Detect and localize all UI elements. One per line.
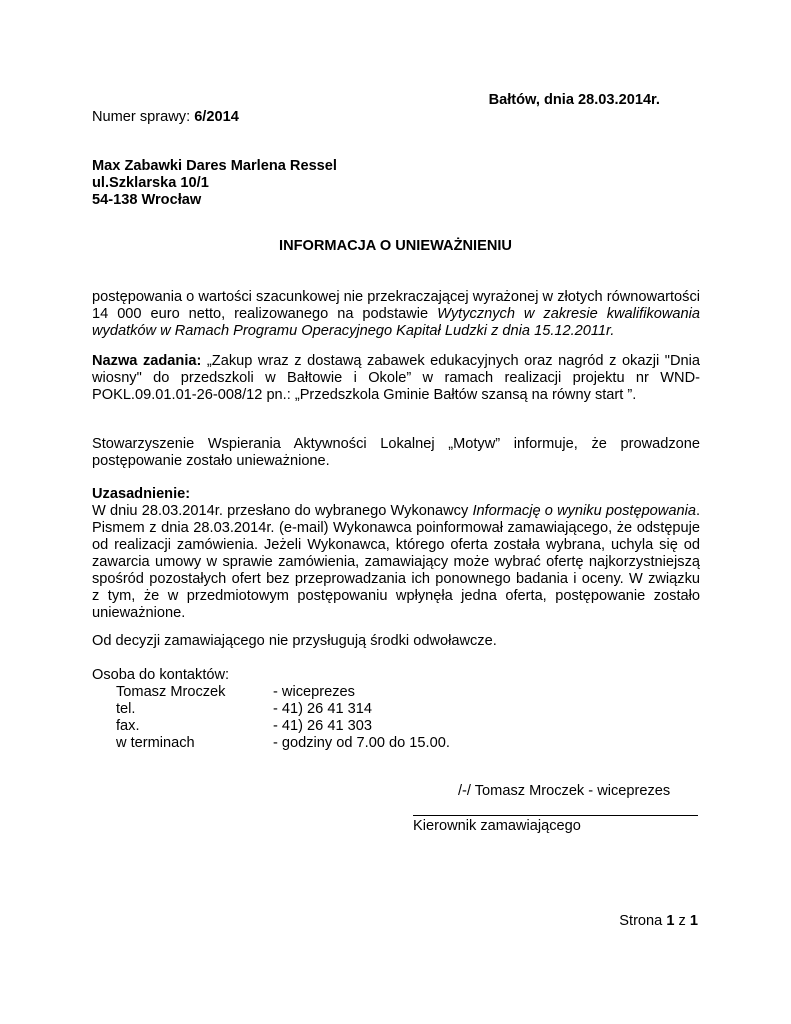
recipient-city: 54-138 Wrocław xyxy=(92,192,202,208)
appeal-notice: Od decyzji zamawiającego nie przysługują środki odwoławcze. xyxy=(92,633,497,649)
task-paragraph xyxy=(92,353,700,404)
justification-line: z tym, że w przedmiotowym postępowaniu wpłynęła jedna oferta, postępowanie zostało xyxy=(92,588,700,604)
statement-paragraph xyxy=(92,436,700,470)
case-number-value: 6/2014 xyxy=(194,109,239,125)
page-separator: z xyxy=(674,913,690,929)
recipient-address xyxy=(92,158,337,209)
task-label: Nazwa zadania: xyxy=(92,353,207,369)
recipient-name: Max Zabawki Dares Marlena Ressel xyxy=(92,158,337,174)
contact-label: w terminach xyxy=(116,735,195,751)
contact-fax: - 41) 26 41 303 xyxy=(273,718,372,734)
signature-role: Kierownik zamawiającego xyxy=(413,818,581,834)
intro-line-text: 14 000 euro netto, realizowanego na podstawie xyxy=(92,306,438,322)
document-date: Bałtów, dnia 28.03.2014r. xyxy=(488,92,660,108)
contact-phone: - 41) 26 41 314 xyxy=(273,701,372,717)
task-line-text: „Zakup wraz z dostawą zabawek edukacyjnych oraz nagród z okazji "Dnia xyxy=(206,353,700,369)
document-title: INFORMACJA O UNIEWAŻNIENIU xyxy=(279,238,512,254)
statement-line: postępowanie zostało unieważnione. xyxy=(92,453,330,469)
page-total: 1 xyxy=(689,913,698,929)
intro-line-italic: wydatków w Ramach Programu Operacyjnego Kapitał Ludzki z dnia 15.12.2011r. xyxy=(92,323,615,339)
signature-line xyxy=(413,815,698,816)
task-line xyxy=(92,353,700,370)
intro-line xyxy=(92,306,700,323)
case-number-label: Numer sprawy: xyxy=(92,109,195,125)
justification-line: unieważnione. xyxy=(92,605,186,621)
page-current: 1 xyxy=(666,913,675,929)
statement-line: Stowarzyszenie Wspierania Aktywności Lokalnej „Motyw” informuje, że prowadzone xyxy=(92,436,700,452)
justification-text: W dniu 28.03.2014r. przesłano do wybranego Wykonawcy xyxy=(92,503,473,519)
justification-paragraph xyxy=(92,486,700,622)
justification-heading: Uzasadnienie: xyxy=(92,486,191,502)
justification-italic: Informację o wyniku postępowania xyxy=(472,503,696,519)
justification-line: Pismem z dnia 28.03.2014r. (e-mail) Wykonawca poinformował zamawiającego, że odstępuje xyxy=(92,520,700,536)
signature-name: /-/ Tomasz Mroczek - wiceprezes xyxy=(458,783,671,799)
contact-label: tel. xyxy=(116,701,136,717)
intro-line-italic: Wytycznych w zakresie kwalifikowania xyxy=(437,306,700,322)
justification-line: zawarcia umowy w sprawie zamówienia, zamawiający może wybrać ofertę najkorzystniejszą xyxy=(92,554,700,570)
contact-value: - wiceprezes xyxy=(273,684,355,700)
contact-label: Tomasz Mroczek xyxy=(116,684,226,700)
intro-line: postępowania o wartości szacunkowej nie przekraczającej wyrażonej w złotych równowartości xyxy=(92,289,700,305)
contact-hours: - godziny od 7.00 do 15.00. xyxy=(273,735,450,751)
justification-line: spośród pozostałych ofert bez przeprowadzania ich ponownego badania i oceny. W związku xyxy=(92,571,700,587)
justification-text: . xyxy=(695,503,700,519)
justification-line xyxy=(92,503,700,520)
contact-heading: Osoba do kontaktów: xyxy=(92,667,230,683)
task-line: POKL.09.01.01-26-008/12 pn.: „Przedszkola Gminie Bałtów szansą na równy start ”. xyxy=(92,387,637,403)
justification-line: od realizacji zamówienia. Jeżeli Wykonawca, którego oferta została wybrana, uchyla się od xyxy=(92,537,700,553)
recipient-street: ul.Szklarska 10/1 xyxy=(92,175,209,191)
intro-paragraph xyxy=(92,289,700,340)
case-number-line xyxy=(92,109,239,126)
page-label: Strona xyxy=(619,913,667,929)
task-line: wiosny" do przedszkoli w Bałtowie i Okole” w ramach realizacji projektu nr WND- xyxy=(92,370,700,386)
page-number xyxy=(619,913,698,930)
contact-label: fax. xyxy=(116,718,140,734)
